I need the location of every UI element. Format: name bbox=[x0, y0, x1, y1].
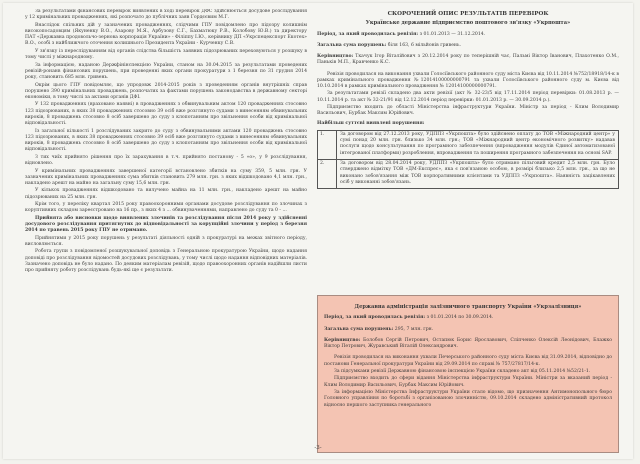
period-value: з 01.01.2013 — 31.12.2014. bbox=[419, 31, 486, 37]
right-paragraph: Ревізія проводилася на виконання ухвали Голосіївського районного суду міста Києва від 10.11.2014 №752/18918/14-к в рамках кримінального провадження №12014100000000791 та ухвали Голосіївського районного суду м. Києва від 10.10.2014 в рамках кримінального провадження № 12014100000000791. bbox=[317, 71, 619, 89]
period-value: з 01.01.2014 по 30.09.2014. bbox=[426, 315, 494, 321]
left-paragraph: Робота групи з повідомленої розшукувальної доповідь з Генеральною прокуратурою України, щодо надання доповіді про розслідування відомостей досудових розслідувань, у тому числі щодо надання відповідних матеріалів. Зазначено доповідь не було надано. По деяким матеріалам ревізій, щодо правоохоронних органів надійшли листи про прийняту роботу розслідувань будь-які ще є результати. bbox=[25, 249, 307, 274]
violations-heading: Найбільш суттєві виявлені порушення: bbox=[317, 120, 425, 126]
total-field bbox=[317, 43, 619, 49]
ukrzaliznytsia-subhead: Державна адміністрація залізничного транспорту України «Укрзалізниця» bbox=[354, 304, 582, 310]
summary-heading: СКОРОЧЕНИЙ ОПИС РЕЗУЛЬТАТІВ ПЕРЕВІРОК bbox=[387, 11, 549, 17]
violation-item bbox=[317, 160, 619, 189]
pink-paragraph: Підприємство входить до сфери відання Міністерства інфраструктури України. Міністри за вказаний період - Клим Володимир Васильович, Бурбак Максим Юрійович. bbox=[324, 376, 612, 388]
managers-value: Ткачук Ігор Віталійович з 20.12.2014 року по теперішній час, Пальмі Віктор Іванович, Плахотенко О.М., Паньків М.П., Кравченко К.С. bbox=[317, 54, 619, 66]
managers-field bbox=[317, 54, 619, 67]
violation-text-cell bbox=[337, 131, 618, 159]
left-paragraph: У 132 провадженнях (враховано наявні) в провадженнях з обвинувальним актом 120 провадженнях стосовно 123 підозрюваних, в яких 38 провадженнях стосовно 39 осіб вже розглянуто судами з винесенням обвинувальних вироків, 8 проваджень стосовно 8 осіб завершено до суду з клопотанням про звільнення особи від кримінальної відповідальності. bbox=[25, 102, 307, 127]
left-column bbox=[25, 9, 307, 437]
pink-paragraph: Ревізія проводилася на виконання ухвали Печерського районного суду міста Києва від 31.09.2014, відповідно до постанови Генеральної прокуратури України від 29.09.2014 по справі № 757/27817/14-к. bbox=[324, 355, 612, 367]
violation-number: 1. bbox=[318, 131, 337, 159]
ukrposhta-subhead: Українське державне підприємство поштового зв'язку «Укрпошта» bbox=[365, 20, 571, 27]
violation-text: За договором від 27.12.2013 року, УДППЗ «Укрпошта» було здійснено оплату до ТОВ «Міжнародний центр» у сумі понад 20 млн. грн. близько 34 млн. грн.; ТОВ «Міжнародний центр економічного розвитку» надавав послуги щодо консультування по програмного забезпечення (впровадження модулів Єдиної автоматизованої інтегрованої платформи) розроблення, впровадження та поширення програмного забезпечення на основі SAP. bbox=[340, 131, 615, 156]
left-paragraph: Окрім цього ГПУ повідомляє, що упродовж 2014-2015 років з проведенням органів внутрішніх справ порушено 390 кримінальних проваджень, розпочатих за фактами порушень законодавства в державному секторі економіки, в тому числі за актами органів ДФІ. bbox=[25, 82, 307, 100]
total-value: 295, 7 млн. грн. bbox=[394, 326, 434, 332]
violation-item bbox=[317, 130, 619, 160]
total-field bbox=[324, 327, 612, 333]
managers-field bbox=[324, 338, 612, 351]
left-paragraph: У кількох провадженнях відшкодовано та вилучено майна на 11 млн. грн., накладено арешт на майно підозрюваних на 25 млн. грн. bbox=[25, 188, 307, 200]
highlighted-section-ukrzaliznytsia bbox=[317, 295, 619, 453]
total-label: Загальна сума порушень: bbox=[317, 42, 387, 48]
period-field bbox=[324, 315, 612, 321]
right-paragraph: За результатами ревізії складено два акти ревізії (акт № 32-23/5 від 17.11.2014 період перевірки: 01.08.2013 р. — 10.11.2014 р. та акт № 32-21/91 від 12.12.2014 період перевірки: 01.01.2013 р. — 30.09.2014 р.). bbox=[317, 91, 619, 103]
left-paragraph: За інформацією, наданою Держфінінспекцією України, станом на 30.04.2015 за результатами проведених ревізій-ронанв фінансових порушень, при проведенні яких органи прокуратури з 1 березня по 31 грудня 2014 року, становить 685 млн. гривень. bbox=[25, 62, 307, 81]
violation-text: За договором від 28.04.2014 року, УДППЗ «Укрпошта» було отримано пільговий кредит 2,5 млн. грн. Було стверджено відмітку ТОВ «ДМ-Експрес», яка є пов'язаною особою, в розмірі близько 2,5 млн. грн., за що не виконано зобов'язання між ТОВ корпоративними клієнтами та УДППЗ «Укрпошта». Наявність зацікавлених осіб у виконанні зобов'язань. bbox=[340, 161, 615, 185]
pink-paragraph: За інформацією Міністерства Інфраструктури України стало відомо, що призначення Антимонопольного бюро Головного управління по боротьбі з організованою злочинністю, 09.10.2014 складено адміністративний протокол відносно першого заступника генерального bbox=[324, 390, 612, 408]
left-paragraph: Внаслідок спільних дій у зазначених провадженнях, слідчими ГПУ повідомлено про підозру колишнім високопосадовцям (Якуненку В.О., Азарову М.Я., Арбузову С.Г., Бахматюку Р.В., Колобову Ю.В.) та директору ПАТ «Державна продовольчо-зернова корпорація України» - Філіппу І.Ю., керівнику ДП «Укрспецекспорт Екотех» В.О., особі з найближчого оточення колишнього Президента України - Курченку С.В. bbox=[25, 22, 307, 47]
document-page bbox=[3, 3, 633, 459]
left-paragraph: За результатами фінансових перевірок виявлених в ході перевірок ДФС здійснюється досудове розслідування у 12 кримінальних провадженнях, які розпочато до публічних заяв Гордєєвим М.Г. bbox=[25, 9, 307, 21]
violation-number: 2. bbox=[318, 160, 337, 188]
left-paragraph: Крім того, у переліку квартал 2015 року правоохоронними органами досудове розслідування по злочинах з коруптивних складом зареєстровано на 16 пр., з яких 4 з ... обвинуваченнями, направлено до суду та 0 - ... bbox=[25, 202, 307, 214]
page-number: -3- bbox=[314, 445, 322, 451]
total-value: біля 163, 6 мільйонів гривень. bbox=[387, 42, 461, 48]
right-paragraph: Підприємство входить до області Міністерства інфраструктури України. Міністр за період - Клим Володимир Васильович, Бурбак Максим Юрійович. bbox=[317, 105, 619, 117]
left-paragraph: У зв'язку із переслідуванням від органів слідства більшість заявних підозрюваних переховуються у розшуку в тому числі у міжнародному. bbox=[25, 48, 307, 61]
left-bold-paragraph: Прийнята або висновки щодо виявлених злочинів та розслідування після 2014 року у здійсненні досудового розслідування притягнутих до відповідальності за корупційні злочини у період з березня 2014 по травень 2015 року ГПУ не отримано. bbox=[25, 215, 307, 234]
period-label: Період, за який проводилась ревізія: bbox=[324, 315, 426, 321]
left-paragraph: У кримінальних провадженнях завершеної категорії встановлено збитків на суму 359, 5 млн. грн. У зазначених кримінальних провадженнях сума збитків становить 279 млн. грн. з яких відшкодовано 4,1 млн. грн., накладено арешт на майно на загальну суму 15,6 млн. грн. bbox=[25, 168, 307, 186]
pink-paragraph: За підсумками ревізії Державною фінансовою інспекцією України складено акт від 05.11.2014 №52/21-1. bbox=[334, 368, 591, 374]
period-field bbox=[317, 32, 619, 38]
managers-label: Керівництво: bbox=[317, 54, 354, 59]
violation-text-cell bbox=[337, 160, 618, 188]
managers-value: Болобов Сергій Петрович, Остапюк Борис Ярославович, Сліпченко Олексій Леонідович, Блажко Віктор Петрович, Журавський Віталій Олександрович. bbox=[324, 337, 612, 349]
left-paragraph: Із загальної кількості 1 розслідуваних закрито до суду з обвинувальними актами 120 проваджень стосовно 123 підозрюваних, в яких 38 провадженнях стосовно 39 осіб вже розглянуто судами з винесенням обвинувальних вироків, 8 проваджень стосовно 8 осіб завершено до суду з клопотанням про звільнення особи від кримінальної відповідальності. bbox=[25, 128, 307, 153]
left-paragraph: Прийнятими у 2015 року порушень у результаті діяльності одній з прокуратурі на межах звітного періоду, висловлюється. bbox=[25, 235, 307, 247]
managers-label: Керівництво: bbox=[324, 337, 361, 343]
total-label: Загальна сума порушень: bbox=[324, 326, 394, 332]
period-label: Період, за який проводилась ревізія: bbox=[317, 31, 419, 37]
left-paragraph: З тих чиїх прийнято рішення про їх зарахування в т.ч. прийнято постанову - 5 «о», у 9 розслідування, відновлено. bbox=[25, 154, 307, 167]
